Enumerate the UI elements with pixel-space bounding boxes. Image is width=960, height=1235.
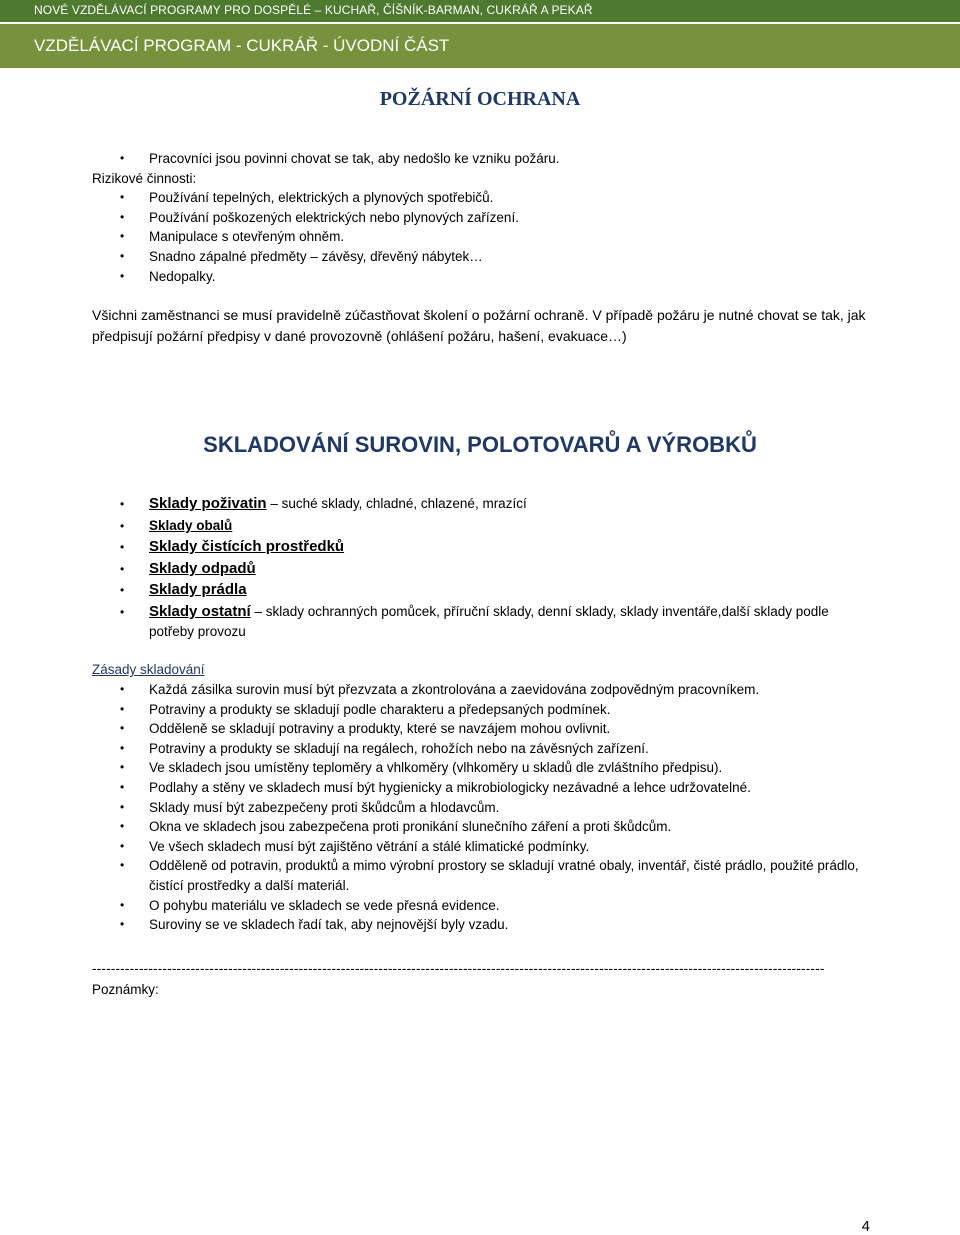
storage-list [92,494,872,642]
storage-section-title: SKLADOVÁNÍ SUROVIN, POLOTOVARŮ A VÝROBKŮ [203,432,757,457]
storage-item [92,537,872,559]
principle-item: • O pohybu materiálu ve skladech se vede přesná evidence. [92,896,872,916]
risk-item: • Nedopalky. [92,267,872,287]
storage-item [92,494,872,516]
principle-item: • Každá zásilka surovin musí být přezvzata a zkontrolována a zaevidována zodpovědným pracovníkem. [92,680,872,700]
fire-intro: • Pracovníci jsou povinni chovat se tak, aby nedošlo ke vzniku požáru. [92,149,872,169]
fire-section-title: POŽÁRNÍ OCHRANA [379,88,581,110]
principles-heading: Zásady skladování [92,662,205,677]
storage-item-label: Sklady prádla [149,581,247,599]
principle-item: • Podlahy a stěny ve skladech musí být hygienicky a mikrobiologicky nezávadné a lehce udržovatelné. [92,778,872,798]
storage-item-rest: – suché sklady, chladné, chlazené, mrazící [270,496,527,511]
fire-paragraph: Všichni zaměstnanci se musí pravidelně zúčastňovat školení o požární ochraně. V případě požáru je nutné chovat se tak, jak předpisují požární předpisy v dané provozovně (ohlášení požáru, hašení, evakuace…) [92,307,866,344]
fire-list [92,149,872,286]
header-top-bar [0,0,960,22]
principle-item: • Potraviny a produkty se skladují podle charakteru a předepsaných podmínek. [92,700,872,720]
risk-item: • Snadno zápalné předměty – závěsy, dřevěný nábytek… [92,247,872,267]
storage-item [92,516,872,538]
principles-list [92,680,872,935]
principle-item: • Okna ve skladech jsou zabezpečena proti pronikání slunečního záření a proti škůdcům. [92,817,872,837]
storage-item [92,559,872,581]
separator-line: ------------------------------------------------------------------------------------------------------------------------------------------------------------ [92,961,825,976]
storage-item [92,602,872,642]
principle-item: • Ve všech skladech musí být zajištěno větrání a stálé klimatické podmínky. [92,837,872,857]
header-program-band [0,24,960,68]
risk-item: • Manipulace s otevřeným ohněm. [92,227,872,247]
principle-item: • Sklady musí být zabezpečeny proti škůdcům a hlodavcům. [92,798,872,818]
storage-item-label: Sklady obalů [149,517,233,533]
risk-heading: Rizikové činnosti: [92,170,197,186]
risk-item: • Používání tepelných, elektrických a plynových spotřebičů. [92,188,872,208]
header-top-text: NOVÉ VZDĚLÁVACÍ PROGRAMY PRO DOSPĚLÉ – KUCHAŘ, ČÍŠNÍK-BARMAN, CUKRÁŘ A PEKAŘ [34,3,593,17]
header-program-text: VZDĚLÁVACÍ PROGRAM - CUKRÁŘ - ÚVODNÍ ČÁST [34,36,450,55]
storage-item-rest: – sklady ochranných pomůcek, příruční sklady, denní sklady, sklady inventáře,další sklady podle potřeby provozu [149,603,829,639]
principle-item: • Suroviny se ve skladech řadí tak, aby nejnovější byly vzadu. [92,915,872,935]
storage-item-label: Sklady čistících prostředků [149,538,345,556]
principle-item: • Odděleně se skladují potraviny a produkty, které se navzájem mohou ovlivnit. [92,719,872,739]
storage-item-label: Sklady odpadů [149,559,256,577]
principle-item: • Odděleně od potravin, produktů a mimo výrobní prostory se skladují vratné obaly, inventář, čisté prádlo, použité prádlo, čistící prostředky a další materiál. [92,856,872,895]
principle-item: • Ve skladech jsou umístěny teploměry a vhlkoměry (vlhkoměry u skladů dle zvláštního předpisu). [92,758,872,778]
notes-label: Poznámky: [92,982,159,997]
storage-item-label: Sklady ostatní [149,602,251,620]
storage-item [92,580,872,602]
page-number: 4 [861,1218,870,1235]
storage-item-label: Sklady poživatin [149,495,267,512]
principle-item: • Potraviny a produkty se skladují na regálech, rohožích nebo na závěsných zařízení. [92,739,872,759]
risk-item: • Používání poškozených elektrických nebo plynových zařízení. [92,208,872,228]
